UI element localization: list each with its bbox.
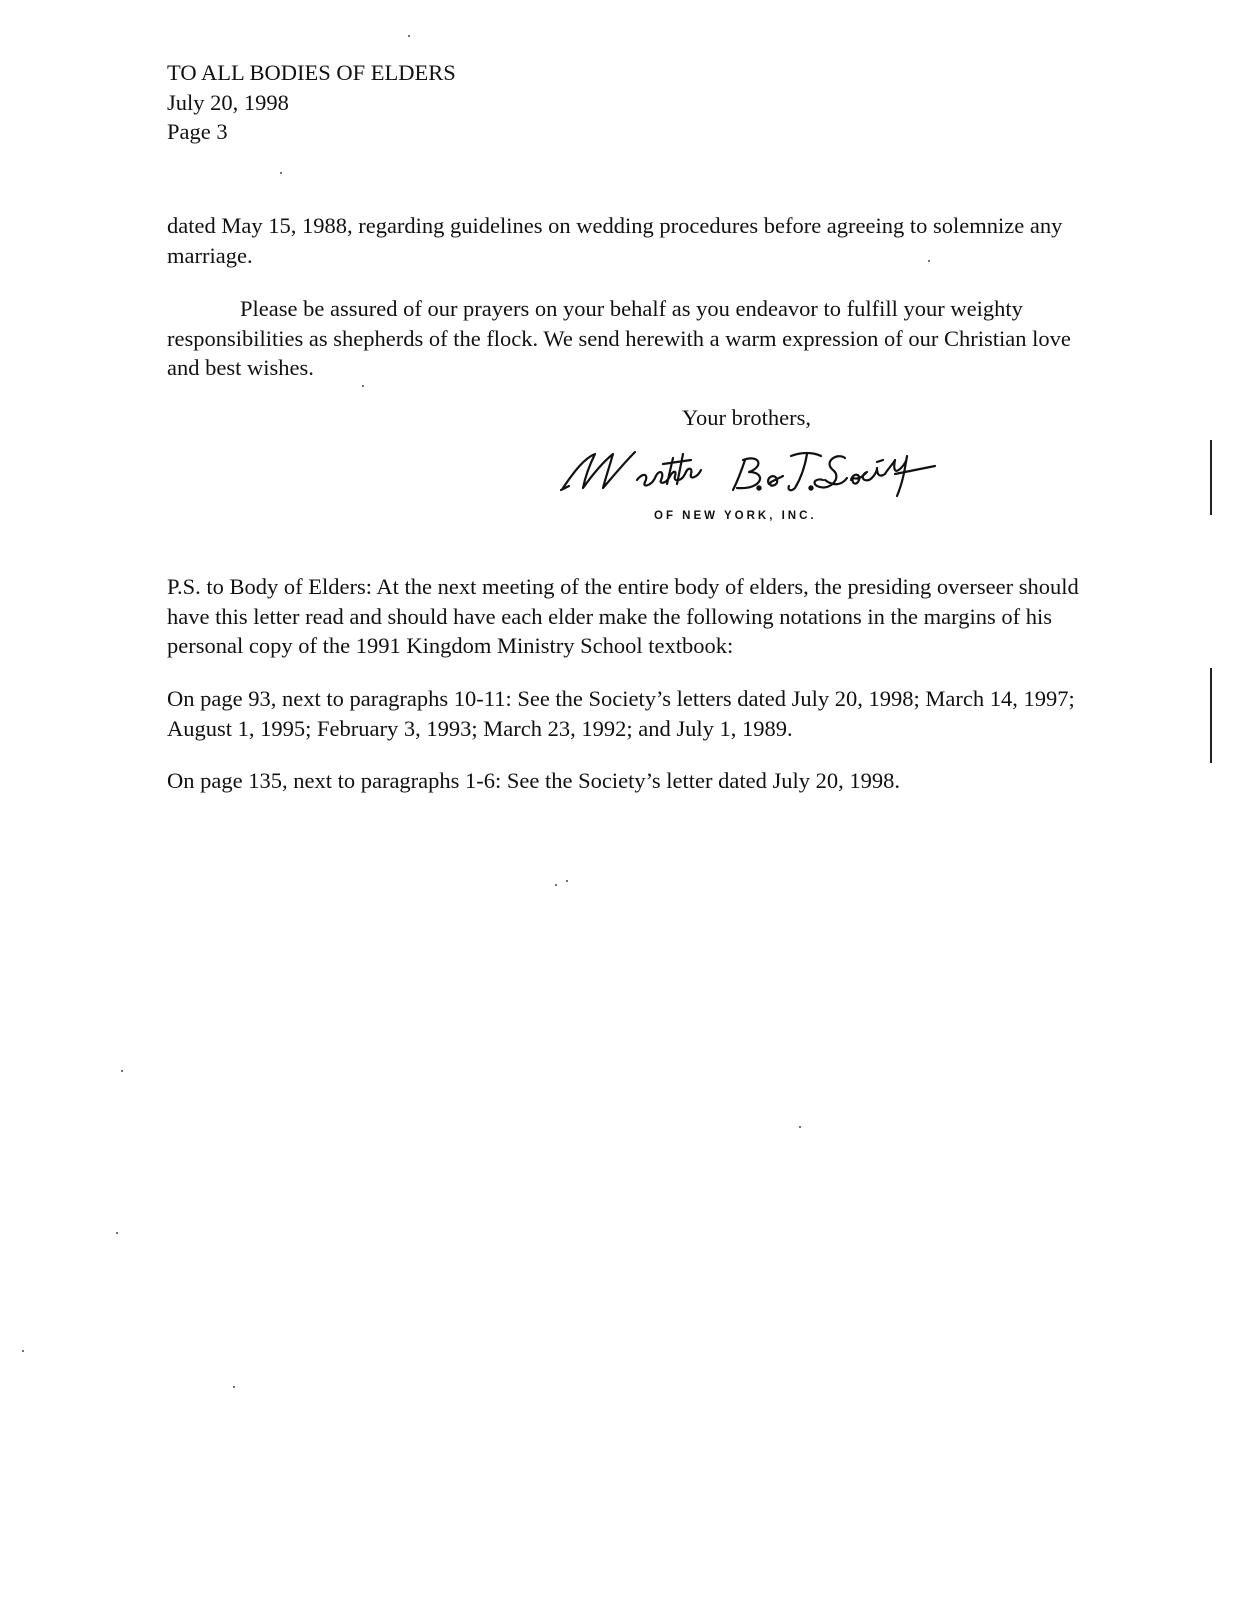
postscript-notation-page-135: On page 135, next to paragraphs 1-6: See the Society’s letter dated July 20, 1998.	[167, 768, 900, 793]
letter-header	[167, 58, 456, 147]
scan-speck	[233, 1386, 235, 1388]
scan-speck	[928, 260, 930, 262]
scan-edge-line	[1210, 440, 1212, 515]
signature-caption: OF NEW YORK, INC.	[654, 510, 817, 522]
scan-speck	[121, 1070, 123, 1072]
scan-speck	[555, 884, 557, 886]
scan-speck	[408, 35, 410, 37]
postscript-paragraph: P.S. to Body of Elders: At the next meeting of the entire body of elders, the presiding overseer should have this letter read and should have each elder make the following notations in the margins of his personal copy of the 1991 Kingdom Ministry School textbook:	[167, 574, 1079, 658]
date-line: July 20, 1998	[167, 89, 289, 115]
body-paragraph-closing-wishes: Please be assured of our prayers on your behalf as you endeavor to fulfill your weighty responsibilities as shepherds of the flock. We send herewith a warm expression of our Christian love and best wishes.	[167, 296, 1071, 380]
closing-salutation: Your brothers,	[682, 405, 811, 430]
scan-speck	[22, 1350, 24, 1352]
scan-speck	[280, 172, 282, 174]
scan-speck	[362, 385, 364, 387]
postscript-notation-page-93: On page 93, next to paragraphs 10-11: See the Society’s letters dated July 20, 1998; March 14, 1997; August 1, 1995; February 3, 1993; March 23, 1992; and July 1, 1989.	[167, 686, 1075, 741]
scan-speck	[566, 880, 568, 882]
scan-speck	[799, 1126, 801, 1128]
body-paragraph-continuation: dated May 15, 1988, regarding guidelines on wedding procedures before agreeing to solemnize any marriage.	[167, 213, 1063, 268]
scan-edge-line	[1210, 668, 1212, 763]
recipient-line: TO ALL BODIES OF ELDERS	[167, 60, 456, 85]
page-number: Page 3	[167, 119, 228, 144]
scan-speck	[116, 1232, 118, 1234]
